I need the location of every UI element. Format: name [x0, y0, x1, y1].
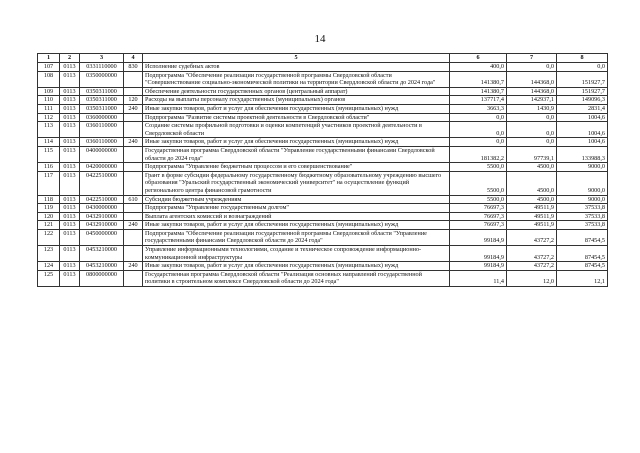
- amount-cell: 76697,3: [450, 221, 507, 230]
- expense-type-cell: [124, 163, 143, 172]
- amount-cell: 43727,2: [507, 246, 557, 262]
- amount-cell: 0,0: [507, 138, 557, 147]
- item-name-cell: Иные закупки товаров, работ и услуг для обеспечения государственных (муниципальных) нужд: [143, 104, 450, 113]
- item-name-cell: Субсидии бюджетным учреждениям: [143, 195, 450, 204]
- target-item-cell: 0422510000: [80, 171, 124, 195]
- target-item-cell: 0453210000: [80, 246, 124, 262]
- target-item-cell: 0422510000: [80, 195, 124, 204]
- expense-type-cell: [124, 146, 143, 162]
- amount-cell: 12,1: [557, 270, 608, 286]
- item-name-cell: Подпрограмма "Обеспечение реализации государственной программы Свердловской области "Совершенствование социально-экономической политики на территории Свердловской области до 2024 года": [143, 71, 450, 87]
- amount-cell: 37533,8: [557, 204, 608, 213]
- target-item-cell: 0360110000: [80, 122, 124, 138]
- target-item-cell: 0450000000: [80, 229, 124, 245]
- section-code-cell: 0113: [60, 122, 80, 138]
- target-item-cell: 0350311000: [80, 104, 124, 113]
- amount-cell: 3663,3: [450, 104, 507, 113]
- amount-cell: 1004,6: [557, 138, 608, 147]
- amount-cell: 87454,5: [557, 246, 608, 262]
- expense-type-cell: 240: [124, 221, 143, 230]
- amount-cell: 133988,3: [557, 146, 608, 162]
- target-item-cell: 0350311000: [80, 87, 124, 96]
- amount-cell: 142937,1: [507, 96, 557, 105]
- target-item-cell: 0360000000: [80, 113, 124, 122]
- amount-cell: 141380,7: [450, 87, 507, 96]
- expense-type-cell: 240: [124, 138, 143, 147]
- amount-cell: 37533,8: [557, 221, 608, 230]
- amount-cell: 0,0: [507, 113, 557, 122]
- amount-cell: 141380,7: [450, 71, 507, 87]
- table-row: [38, 212, 608, 221]
- section-code-cell: 0113: [60, 146, 80, 162]
- section-code-cell: 0113: [60, 221, 80, 230]
- amount-cell: 144368,0: [507, 71, 557, 87]
- table-row: [38, 204, 608, 213]
- table-row: [38, 146, 608, 162]
- amount-cell: 11,4: [450, 270, 507, 286]
- section-code-cell: 0113: [60, 138, 80, 147]
- target-item-cell: 0350311000: [80, 96, 124, 105]
- expense-type-cell: [124, 71, 143, 87]
- table-row: [38, 63, 608, 72]
- item-name-cell: Иные закупки товаров, работ и услуг для обеспечения государственных (муниципальных) нужд: [143, 138, 450, 147]
- expense-type-cell: [124, 171, 143, 195]
- amount-cell: 144368,0: [507, 87, 557, 96]
- row-number-cell: 111: [38, 104, 60, 113]
- row-number-cell: 109: [38, 87, 60, 96]
- expense-type-cell: [124, 212, 143, 221]
- expense-type-cell: 610: [124, 195, 143, 204]
- col-header: 8: [557, 54, 608, 63]
- row-number-cell: 113: [38, 122, 60, 138]
- table-row: [38, 195, 608, 204]
- table-row: [38, 246, 608, 262]
- amount-cell: 1430,9: [507, 104, 557, 113]
- row-number-cell: 119: [38, 204, 60, 213]
- expense-type-cell: 830: [124, 63, 143, 72]
- section-code-cell: 0113: [60, 96, 80, 105]
- item-name-cell: Подпрограмма "Обеспечение реализации государственной программы Свердловской области "Управление государственными финансами Свердловской области до 2024 года": [143, 229, 450, 245]
- target-item-cell: 0453210000: [80, 262, 124, 271]
- table-row: [38, 113, 608, 122]
- item-name-cell: Обеспечение деятельности государственных органов (центральный аппарат): [143, 87, 450, 96]
- amount-cell: 49511,9: [507, 212, 557, 221]
- table-row: [38, 96, 608, 105]
- section-code-cell: 0113: [60, 246, 80, 262]
- amount-cell: 43727,2: [507, 262, 557, 271]
- expense-type-cell: [124, 229, 143, 245]
- target-item-cell: 0400000000: [80, 146, 124, 162]
- amount-cell: 149096,3: [557, 96, 608, 105]
- item-name-cell: Создание системы профильной подготовки и оценки компетенций участников проектной деятельности в Свердловской области: [143, 122, 450, 138]
- expense-type-cell: [124, 113, 143, 122]
- amount-cell: 9000,0: [557, 163, 608, 172]
- amount-cell: 0,0: [450, 138, 507, 147]
- section-code-cell: 0113: [60, 229, 80, 245]
- amount-cell: 97739,1: [507, 146, 557, 162]
- item-name-cell: Грант в форме субсидии федеральному государственному бюджетному образовательному учреждению высшего образования "Уральский государственный экономический университет" на осуществление функций регионального центра финансовой грамотности: [143, 171, 450, 195]
- col-header: 4: [124, 54, 143, 63]
- amount-cell: 4500,0: [507, 163, 557, 172]
- expense-type-cell: [124, 246, 143, 262]
- amount-cell: 181382,2: [450, 146, 507, 162]
- amount-cell: 0,0: [557, 63, 608, 72]
- row-number-cell: 125: [38, 270, 60, 286]
- target-item-cell: 0360110000: [80, 138, 124, 147]
- amount-cell: 99184,9: [450, 229, 507, 245]
- section-code-cell: 0113: [60, 63, 80, 72]
- amount-cell: 87454,5: [557, 229, 608, 245]
- amount-cell: 4500,0: [507, 195, 557, 204]
- section-code-cell: 0113: [60, 262, 80, 271]
- table-row: [38, 221, 608, 230]
- target-item-cell: 0800000000: [80, 270, 124, 286]
- row-number-cell: 121: [38, 221, 60, 230]
- row-number-cell: 124: [38, 262, 60, 271]
- col-header: 7: [507, 54, 557, 63]
- amount-cell: 5500,0: [450, 171, 507, 195]
- amount-cell: 1004,6: [557, 113, 608, 122]
- amount-cell: 43727,2: [507, 229, 557, 245]
- budget-table: [37, 53, 608, 287]
- amount-cell: 1004,6: [557, 122, 608, 138]
- item-name-cell: Исполнение судебных актов: [143, 63, 450, 72]
- table-row: [38, 122, 608, 138]
- item-name-cell: Подпрограмма "Управление бюджетным процессом и его совершенствование": [143, 163, 450, 172]
- item-name-cell: Управление информационными технологиями, создание и техническое сопровождение информационно-коммуникационной инфраструктуры: [143, 246, 450, 262]
- amount-cell: 87454,5: [557, 262, 608, 271]
- row-number-cell: 120: [38, 212, 60, 221]
- item-name-cell: Подпрограмма "Развитие системы проектной деятельности в Свердловской области": [143, 113, 450, 122]
- amount-cell: 400,0: [450, 63, 507, 72]
- section-code-cell: 0113: [60, 204, 80, 213]
- col-header: 5: [143, 54, 450, 63]
- table-row: [38, 104, 608, 113]
- amount-cell: 12,0: [507, 270, 557, 286]
- target-item-cell: 0331110000: [80, 63, 124, 72]
- amount-cell: 151927,7: [557, 87, 608, 96]
- amount-cell: 49511,9: [507, 204, 557, 213]
- table-row: [38, 163, 608, 172]
- amount-cell: 99184,9: [450, 262, 507, 271]
- table-row: [38, 229, 608, 245]
- target-item-cell: 0430000000: [80, 204, 124, 213]
- expense-type-cell: 240: [124, 262, 143, 271]
- row-number-cell: 116: [38, 163, 60, 172]
- item-name-cell: Государственная программа Свердловской области "Реализация основных направлений государственной политики в строительном комплексе Свердловской области до 2024 года": [143, 270, 450, 286]
- amount-cell: 76697,3: [450, 212, 507, 221]
- item-name-cell: Выплата агентских комиссий и вознаграждений: [143, 212, 450, 221]
- item-name-cell: Расходы на выплаты персоналу государственных (муниципальных) органов: [143, 96, 450, 105]
- amount-cell: 0,0: [507, 122, 557, 138]
- row-number-cell: 122: [38, 229, 60, 245]
- amount-cell: 137717,4: [450, 96, 507, 105]
- amount-cell: 5500,0: [450, 195, 507, 204]
- section-code-cell: 0113: [60, 163, 80, 172]
- header-row: [38, 54, 608, 63]
- amount-cell: 9000,0: [557, 195, 608, 204]
- amount-cell: 0,0: [450, 122, 507, 138]
- section-code-cell: 0113: [60, 171, 80, 195]
- item-name-cell: Иные закупки товаров, работ и услуг для обеспечения государственных (муниципальных) нужд: [143, 221, 450, 230]
- table-row: [38, 138, 608, 147]
- section-code-cell: 0113: [60, 212, 80, 221]
- col-header: 6: [450, 54, 507, 63]
- row-number-cell: 123: [38, 246, 60, 262]
- col-header: 1: [38, 54, 60, 63]
- row-number-cell: 118: [38, 195, 60, 204]
- amount-cell: 5500,0: [450, 163, 507, 172]
- row-number-cell: 108: [38, 71, 60, 87]
- expense-type-cell: [124, 204, 143, 213]
- row-number-cell: 107: [38, 63, 60, 72]
- page-number: 14: [314, 33, 326, 45]
- target-item-cell: 0432910000: [80, 212, 124, 221]
- item-name-cell: Государственная программа Свердловской области "Управление государственными финансами Свердловской области до 2024 года": [143, 146, 450, 162]
- col-header: 3: [80, 54, 124, 63]
- target-item-cell: 0420000000: [80, 163, 124, 172]
- row-number-cell: 117: [38, 171, 60, 195]
- section-code-cell: 0113: [60, 104, 80, 113]
- expense-type-cell: [124, 87, 143, 96]
- item-name-cell: Подпрограмма "Управление государственным долгом": [143, 204, 450, 213]
- amount-cell: 2831,4: [557, 104, 608, 113]
- amount-cell: 99184,9: [450, 246, 507, 262]
- amount-cell: 0,0: [507, 63, 557, 72]
- row-number-cell: 114: [38, 138, 60, 147]
- section-code-cell: 0113: [60, 71, 80, 87]
- amount-cell: 4500,0: [507, 171, 557, 195]
- section-code-cell: 0113: [60, 113, 80, 122]
- amount-cell: 151927,7: [557, 71, 608, 87]
- row-number-cell: 115: [38, 146, 60, 162]
- target-item-cell: 0432910000: [80, 221, 124, 230]
- section-code-cell: 0113: [60, 87, 80, 96]
- amount-cell: 9000,0: [557, 171, 608, 195]
- section-code-cell: 0113: [60, 195, 80, 204]
- col-header: 2: [60, 54, 80, 63]
- table-row: [38, 171, 608, 195]
- table-row: [38, 270, 608, 286]
- item-name-cell: Иные закупки товаров, работ и услуг для обеспечения государственных (муниципальных) нужд: [143, 262, 450, 271]
- table-row: [38, 87, 608, 96]
- table-row: [38, 262, 608, 271]
- row-number-cell: 112: [38, 113, 60, 122]
- row-number-cell: 110: [38, 96, 60, 105]
- amount-cell: 0,0: [450, 113, 507, 122]
- expense-type-cell: 120: [124, 96, 143, 105]
- expense-type-cell: [124, 270, 143, 286]
- section-code-cell: 0113: [60, 270, 80, 286]
- amount-cell: 37533,8: [557, 212, 608, 221]
- expense-type-cell: [124, 122, 143, 138]
- amount-cell: 49511,9: [507, 221, 557, 230]
- table-row: [38, 71, 608, 87]
- target-item-cell: 0350000000: [80, 71, 124, 87]
- expense-type-cell: 240: [124, 104, 143, 113]
- amount-cell: 76697,3: [450, 204, 507, 213]
